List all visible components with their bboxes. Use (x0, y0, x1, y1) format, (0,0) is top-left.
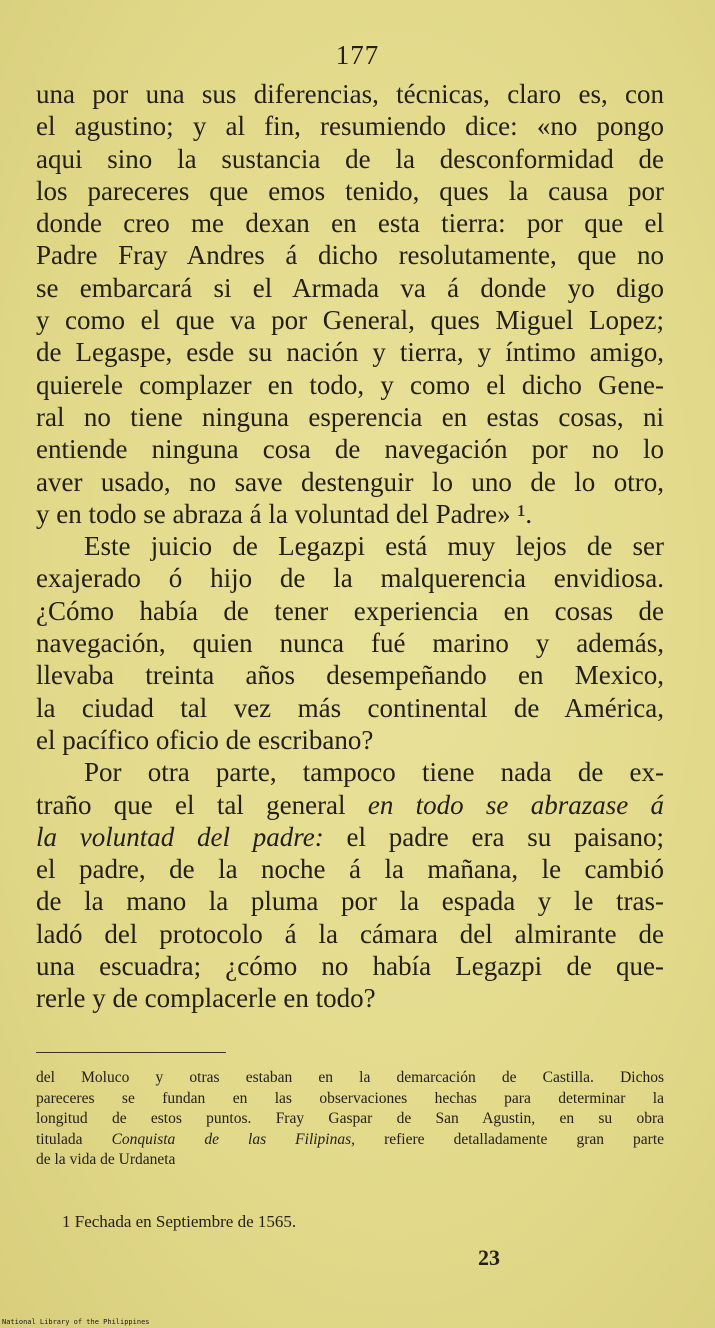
footnote-divider (36, 1052, 226, 1053)
text-line: el agustino; y al fin, resumiendo dice: «no pongo (36, 111, 664, 142)
text-fragment: refiere detalladamente gran parte (384, 1130, 665, 1148)
text-line: ladó del protocolo á la cámara del almirante de (36, 918, 664, 949)
footnote-continuation (36, 1068, 664, 1171)
text-line: de Legaspe, esde su nación y tierra, y íntimo amigo, (36, 337, 664, 368)
text-line: ral no tiene ninguna esperencia en estas cosas, ni (36, 401, 664, 432)
text-line: ¿Cómo había de tener experiencia en cosas de (36, 595, 664, 626)
library-credit: National Library of the Philippines (2, 1318, 150, 1326)
text-fragment: traño que el tal general (36, 789, 346, 820)
main-text (36, 78, 664, 1015)
text-line: llevaba treinta años desempeñando en Mexico, (36, 660, 664, 691)
text-line: y en todo se abraza á la voluntad del Padre» ¹. (36, 498, 533, 529)
paragraph-start: Este juicio de Legazpi está muy lejos de ser (84, 531, 664, 562)
text-line: se embarcará si el Armada va á donde yo digo (36, 272, 664, 303)
text-line: y como el que va por General, ques Miguel Lopez; (36, 305, 664, 336)
text-line: donde creo me dexan en esta tierra: por que el (36, 208, 664, 239)
text-line: quierele complazer en todo, y como el dicho Gene- (36, 369, 664, 400)
text-line: una escuadra; ¿cómo no había Legazpi de que- (36, 951, 664, 982)
text-line: navegación, quien nunca fué marino y además, (36, 628, 664, 659)
footnote-line-mixed (36, 1130, 664, 1151)
page-number: 177 (335, 40, 380, 70)
text-line-mixed (36, 821, 664, 853)
italic-title: Conquista de las Filipinas, (111, 1130, 356, 1148)
text-line: Padre Fray Andres á dicho resolutamente, que no (36, 240, 664, 271)
footnote-line: de la vida de Urdaneta (36, 1151, 176, 1169)
italic-quote: la voluntad del padre: (36, 821, 324, 852)
text-line: aver usado, no save destenguir lo uno de lo otro, (36, 466, 664, 497)
text-line: la ciudad tal vez más continental de América, (36, 692, 664, 723)
italic-quote: en todo se abrazase á (367, 789, 664, 820)
footnote-line: longitud de estos puntos. Fray Gaspar de San Agustin, en su obra (36, 1110, 664, 1128)
footnote-1: 1 Fechada en Septiembre de 1565. (62, 1212, 297, 1231)
text-line-mixed (36, 789, 664, 821)
text-line: entiende ninguna cosa de navegación por no lo (36, 434, 664, 465)
signature-mark: 23 (478, 1245, 500, 1270)
text-fragment: titulada (36, 1130, 83, 1148)
paragraph-start: Por otra parte, tampoco tiene nada de ex- (84, 757, 664, 788)
text-line: aqui sino la sustancia de la desconformidad de (36, 143, 664, 174)
text-line: rerle y de complacerle en todo? (36, 983, 376, 1014)
text-line: el pacífico oficio de escribano? (36, 724, 374, 755)
text-fragment: el padre era su paisano; (346, 821, 665, 852)
footnote-line: del Moluco y otras estaban en la demarcación de Castilla. Dichos (36, 1069, 664, 1086)
text-line: el padre, de la noche á la mañana, le cambió (36, 854, 664, 885)
text-line: una por una sus diferencias, técnicas, claro es, con (36, 79, 664, 109)
footnote-line: pareceres se fundan en las observaciones hechas para determinar la (36, 1089, 664, 1107)
text-line: de la mano la pluma por la espada y le tras- (36, 886, 664, 917)
text-line: exajerado ó hijo de la malquerencia envidiosa. (36, 563, 664, 594)
text-line: los pareceres que emos tenido, ques la causa por (36, 175, 664, 206)
